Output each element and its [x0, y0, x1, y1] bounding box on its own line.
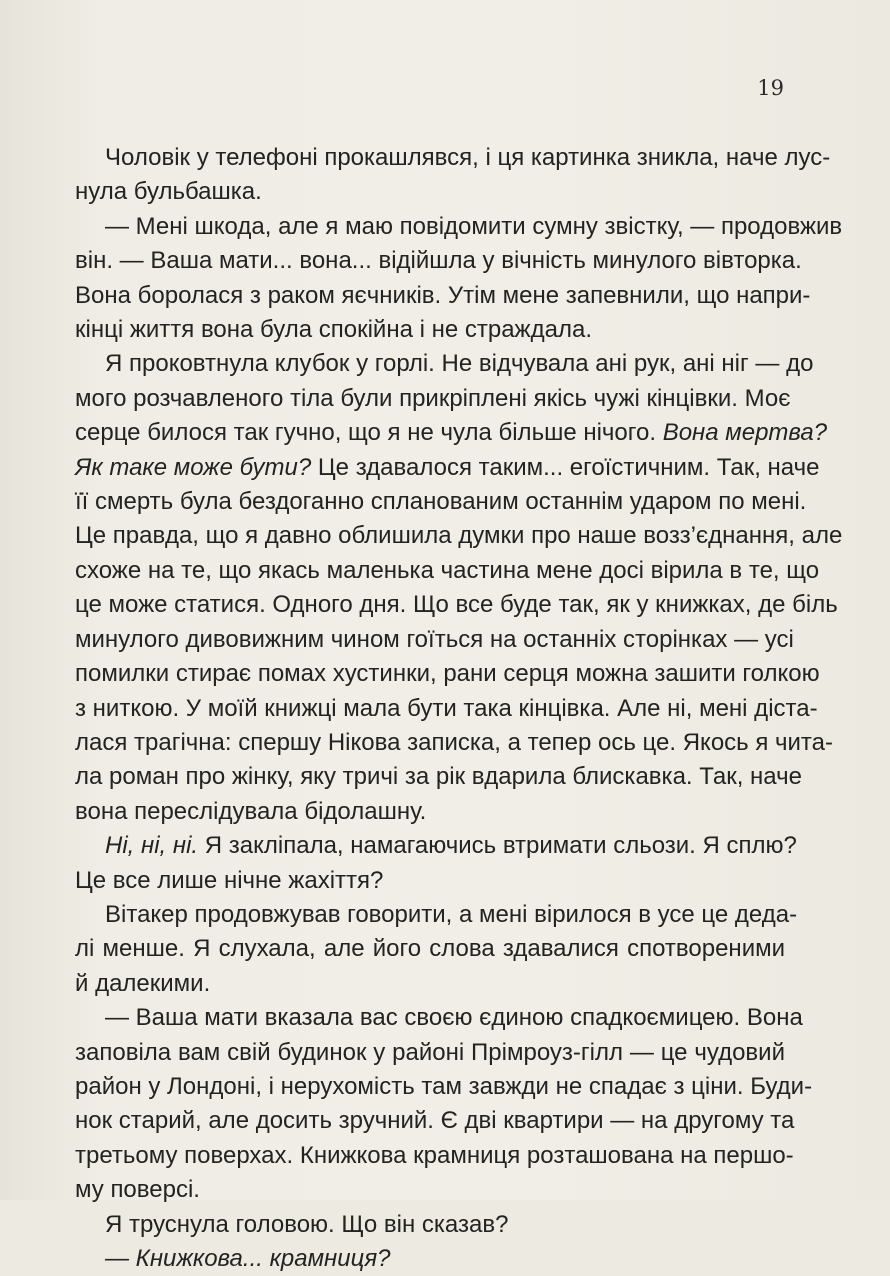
text-line: схоже на те, що якась маленька частина мене досі вірила в те, що — [75, 556, 820, 584]
italic-text: Вона мертва? — [662, 419, 828, 447]
italic-text: Ні, ні, ні. — [105, 832, 199, 860]
text-line — [75, 451, 820, 485]
text-line: лі менше. Я слухала, але його слова здавалися спотвореними — [75, 935, 785, 963]
text-line: Вона боролася з раком яєчників. Утім мене запевнили, що напри- — [75, 281, 811, 309]
text-line — [75, 416, 828, 450]
text-segment: серце билося так гучно, що я не чула більше нічого. — [75, 419, 657, 447]
text-line: з ниткою. У моїй книжці мала бути така кінцівка. Але ні, мені діста- — [75, 694, 818, 722]
text-line: Я проковтнула клубок у горлі. Не відчувала ані рук, ані ніг — до — [105, 350, 814, 378]
text-line: нула бульбашка. — [75, 178, 262, 206]
text-line: минулого дивовижним чином гоїться на останніх сторінках — усі — [75, 625, 794, 653]
text-line: Чоловік у телефоні прокашлявся, і ця картинка зникла, наче лус- — [105, 144, 831, 171]
text-line: му поверсі. — [75, 1176, 200, 1204]
text-line: Я труснула головою. Що він сказав? — [105, 1210, 509, 1238]
text-line: район у Лондоні, і нерухомість там завжди не спадає з ціни. Буди- — [75, 1072, 813, 1100]
text-line: Це все лише нічне жахіття? — [75, 866, 384, 894]
text-line: Це правда, що я давно облишила думки про наше возз’єднання, але — [75, 522, 843, 550]
text-line: вона переслідувала бідолашну. — [75, 797, 427, 825]
text-line: лася трагічна: спершу Нікова записка, а тепер ось це. Якось я чита- — [75, 728, 833, 756]
italic-text: — Книжкова... крамниця? — [105, 1245, 391, 1272]
page-number: 19 — [757, 76, 784, 100]
text-line — [75, 829, 797, 863]
text-line: її смерть була бездоганно спланованим останнім ударом по мені. — [75, 488, 807, 516]
text-line: й далекими. — [75, 969, 211, 997]
text-line: — Мені шкода, але я маю повідомити сумну звістку, — продовжив — [105, 212, 843, 240]
text-line — [75, 1242, 785, 1276]
text-line: кінці життя вона була спокійна і не страждала. — [75, 316, 592, 344]
text-line: мого розчавленого тіла були прикріплені якісь чужі кінцівки. Моє — [75, 384, 791, 412]
text-segment: Я закліпала, намагаючись втримати сльози. Я сплю? — [204, 832, 797, 860]
text-line: це може статися. Одного дня. Що все буде так, як у книжках, де біль — [75, 591, 838, 619]
text-line: — Ваша мати вказала вас своєю єдиною спадкоємицею. Вона — [105, 1004, 803, 1032]
text-line: ла роман про жінку, яку тричі за рік вдарила блискавка. Так, наче — [75, 763, 802, 791]
text-line: третьому поверхах. Книжкова крамниця розташована на першо- — [75, 1141, 794, 1169]
text-line: Вітакер продовжував говорити, а мені вірилося в усе це деда- — [105, 900, 798, 928]
body-text — [75, 141, 843, 1276]
text-line: заповіла вам свій будинок у районі Прімроуз-гілл — це чудовий — [75, 1038, 785, 1066]
italic-text: Як таке може бути? — [75, 453, 312, 481]
text-line: він. — Ваша мати... вона... відійшла у вічність минулого вівторка. — [75, 247, 802, 275]
text-line: нок старий, але досить зручний. Є дві квартири — на другому та — [75, 1107, 795, 1135]
text-line: помилки стирає помах хустинки, рани серця можна зашити голкою — [75, 660, 820, 688]
text-segment: Це здавалося таким... егоїстичним. Так, наче — [317, 453, 820, 481]
